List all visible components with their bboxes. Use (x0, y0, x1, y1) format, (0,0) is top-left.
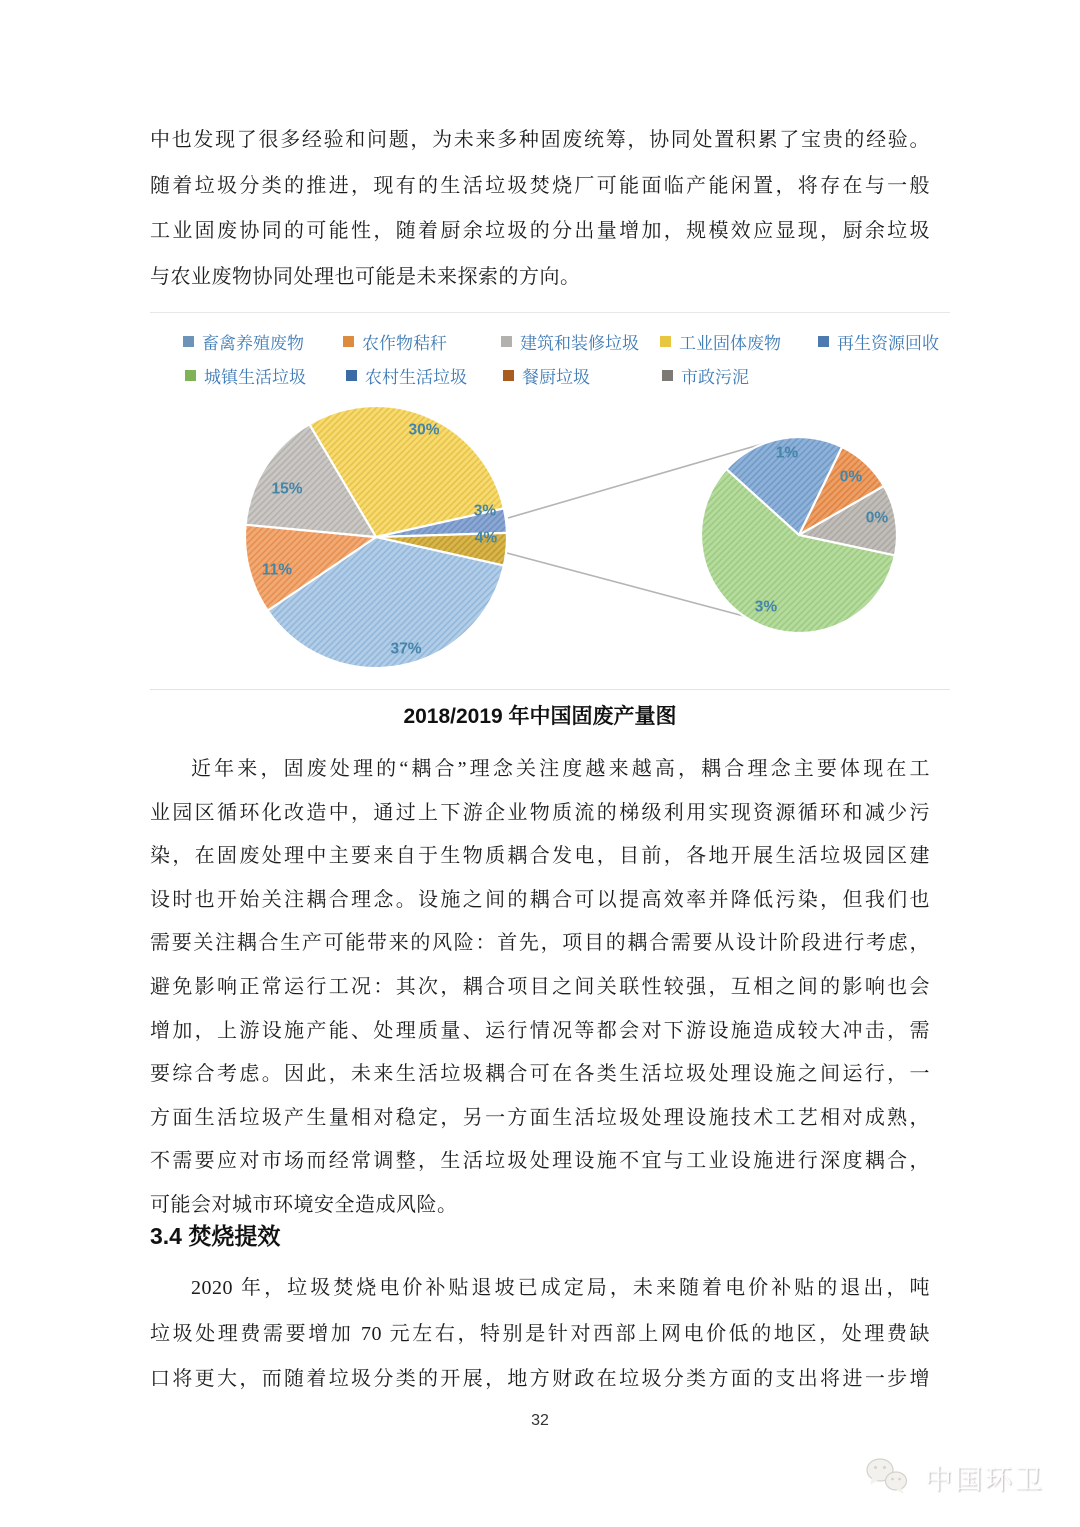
pie-slice-label: 0% (839, 468, 863, 486)
text-line: 增加，上游设施产能、处理质量、运行情况等都会对下游设施造成较大冲击，需 (150, 1019, 930, 1042)
legend-item (501, 329, 639, 354)
paragraph-middle (150, 748, 930, 1228)
legend-label: 工业固体废物 (679, 334, 781, 353)
text-line: 2020 年，垃圾焚烧电价补贴退坡已成定局，未来随着电价补贴的退出，吨 (191, 1277, 930, 1299)
paragraph-bottom (150, 1266, 930, 1403)
legend-swatch (185, 370, 196, 381)
legend-item (343, 329, 447, 354)
legend-item (660, 329, 781, 354)
legend-swatch (183, 336, 194, 347)
legend-label: 餐厨垃圾 (522, 368, 590, 387)
text-line: 要综合考虑。因此，未来生活垃圾耦合可在各类生活垃圾处理设施之间运行，一 (150, 1063, 930, 1086)
text-line: 近年来，固废处理的“耦合”理念关注度越来越高，耦合理念主要体现在工 (191, 758, 930, 780)
text-line: 工业固废协同的可能性，随着厨余垃圾的分出量增加，规模效应显现，厨余垃圾 (150, 220, 930, 242)
pie-slice-label: 11% (261, 561, 293, 579)
pie-slice-label: 1% (775, 444, 799, 462)
text-line: 与农业废物协同处理也可能是未来探索的方向。 (150, 265, 581, 288)
text-line: 染，在固废处理中主要来自于生物质耦合发电，目前，各地开展生活垃圾园区建 (150, 845, 930, 868)
legend-item (503, 363, 590, 388)
pie-slice-label: 0% (865, 509, 889, 527)
legend-swatch (346, 370, 357, 381)
text-line: 需要关注耦合生产可能带来的风险：首先，项目的耦合需要从设计阶段进行考虑， (150, 932, 930, 955)
text-line: 设时也开始关注耦合理念。设施之间的耦合可以提高效率并降低污染，但我们也 (150, 888, 930, 911)
legend-swatch (660, 336, 671, 347)
text-line: 方面生活垃圾产生量相对稳定，另一方面生活垃圾处理设施技术工艺相对成熟， (150, 1106, 930, 1129)
legend-swatch (818, 336, 829, 347)
text-line: 业园区循环化改造中，通过上下游企业物质流的梯级利用实现资源循环和减少污 (150, 801, 930, 824)
section-heading: 3.4 焚烧提效 (150, 1223, 281, 1249)
watermark (863, 1455, 1045, 1499)
text-line: 避免影响正常运行工况：其次，耦合项目之间关联性较强，互相之间的影响也会 (150, 975, 930, 998)
pie-slice-label: 30% (408, 421, 440, 439)
legend-label: 畜禽养殖废物 (202, 334, 304, 353)
text-line: 不需要应对市场而经常调整，生活垃圾处理设施不宜与工业设施进行深度耦合， (150, 1150, 930, 1173)
legend-label: 建筑和装修垃圾 (520, 334, 639, 353)
pie-chart-canvas (150, 391, 950, 691)
legend-label: 城镇生活垃圾 (204, 368, 306, 387)
legend-label: 再生资源回收 (837, 334, 939, 353)
legend-label: 农村生活垃圾 (365, 368, 467, 387)
legend-label: 农作物秸秆 (362, 334, 447, 353)
pie-chart-svg (150, 391, 950, 691)
chart-legend-row-2 (150, 363, 950, 387)
legend-item (662, 363, 749, 388)
text-line: 垃圾处理费需要增加 70 元左右，特别是针对西部上网电价低的地区，处理费缺 (150, 1322, 930, 1345)
text-line: 口将更大，而随着垃圾分类的开展，地方财政在垃圾分类方面的支出将进一步增 (150, 1368, 930, 1390)
legend-item (346, 363, 467, 388)
legend-label: 市政污泥 (681, 368, 749, 387)
legend-swatch (343, 336, 354, 347)
text-line: 随着垃圾分类的推进，现有的生活垃圾焚烧厂可能面临产能闲置，将存在与一般 (150, 174, 930, 197)
chart-legend-row-1 (150, 329, 950, 353)
pie-slice-label: 15% (271, 480, 303, 498)
chart-caption: 2018/2019 年中国固废产量图 (403, 705, 677, 728)
pie-slice-label: 3% (754, 598, 778, 616)
legend-item (185, 363, 306, 388)
legend-item (183, 329, 304, 354)
watermark-text: 中国环卫 (925, 1464, 1045, 1495)
legend-swatch (503, 370, 514, 381)
text-line: 可能会对城市环境安全造成风险。 (150, 1193, 458, 1216)
legend-swatch (662, 370, 673, 381)
pie-slice-label: 37% (390, 640, 422, 658)
pie-slice-label: 3% (473, 502, 497, 520)
page-number: 32 (531, 1412, 549, 1429)
text-line: 中也发现了很多经验和问题，为未来多种固废统筹，协同处置积累了宝贵的经验。 (150, 129, 930, 151)
pie-of-pie-chart (150, 312, 950, 690)
pie-slice-label: 4% (474, 529, 498, 547)
wechat-icon (863, 1455, 915, 1499)
legend-item (818, 329, 939, 354)
paragraph-top (150, 118, 930, 300)
legend-swatch (501, 336, 512, 347)
